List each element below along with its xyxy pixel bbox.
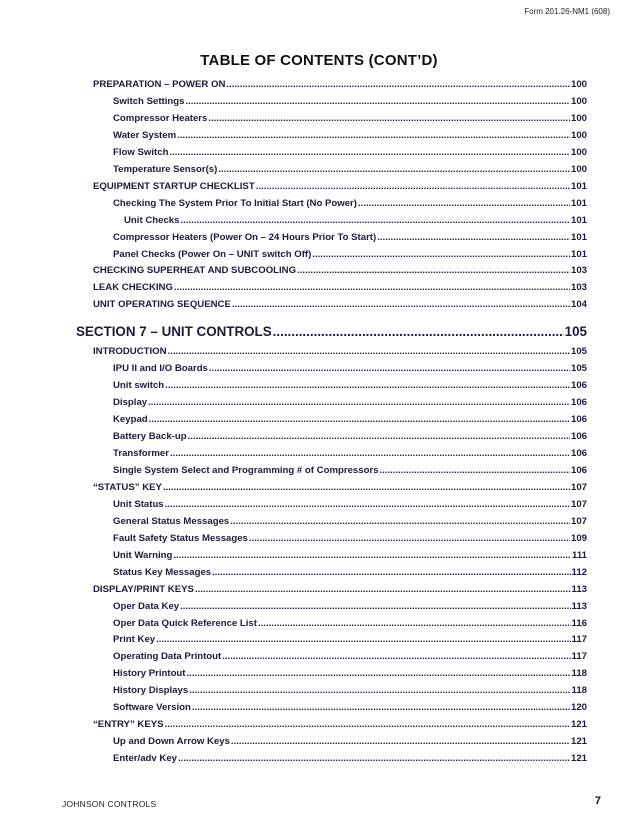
dot-leader [377, 232, 570, 244]
dot-leader [185, 96, 570, 108]
toc-entry-title: Water System [113, 129, 177, 141]
toc-entry[interactable] [113, 753, 587, 765]
toc-entry-title: INTRODUCTION [93, 346, 167, 358]
toc-entry-page: 112 [571, 566, 587, 578]
toc-entry-title: Single System Select and Programming # of Compressors [113, 464, 379, 476]
toc-entry[interactable] [113, 634, 587, 646]
dot-leader [165, 380, 570, 392]
toc-entry-title: Oper Data Quick Reference List [113, 617, 257, 629]
toc-entry-page: 104 [570, 299, 587, 311]
dot-leader [180, 215, 570, 227]
toc-entry[interactable] [113, 702, 587, 714]
toc-entry-title: Oper Data Key [113, 600, 180, 612]
toc-entry-title: Transformer [113, 448, 169, 459]
toc-entry[interactable] [113, 363, 587, 375]
toc-entry[interactable] [113, 96, 587, 108]
toc-entry-title: Switch Settings [113, 95, 185, 107]
toc-entry[interactable] [113, 397, 587, 409]
toc-entry-title: Up and Down Arrow Keys [113, 736, 230, 748]
toc-entry[interactable] [113, 668, 587, 680]
dot-leader [226, 79, 570, 91]
toc-entry-page: 105 [570, 346, 587, 358]
dot-leader [218, 164, 570, 176]
toc-entry-title: Panel Checks (Power On – UNIT switch Off) [113, 248, 312, 260]
toc-entry-page: 106 [570, 464, 587, 476]
toc-entry-page: 113 [571, 583, 587, 595]
toc-entry-title: General Status Messages [113, 515, 230, 527]
toc-entry-page: 100 [570, 163, 587, 175]
toc-entry-title: “ENTRY” KEYS [93, 719, 164, 731]
dot-leader [297, 265, 570, 277]
toc-entry-title: DISPLAY/PRINT KEYS [93, 583, 194, 595]
toc-entry-page: 101 [570, 231, 587, 243]
toc-entry-title: Battery Back-up [113, 431, 187, 443]
toc-entry[interactable] [113, 431, 587, 443]
toc-entry-page: 121 [570, 753, 587, 765]
toc-entry-page: 113 [571, 600, 587, 612]
toc-entry-page: 100 [570, 95, 587, 107]
toc-entry-page: 117 [571, 651, 587, 663]
form-number: Form 201.26-NM1 (608) [524, 7, 610, 16]
dot-leader [232, 299, 570, 311]
toc-entry[interactable] [93, 346, 587, 358]
toc-entry-page: 101 [570, 180, 587, 192]
toc-entry-page: 107 [570, 498, 587, 510]
toc-entry-page: 106 [570, 380, 587, 392]
toc-entry-page: 111 [572, 549, 587, 561]
toc-entry-title: Unit Warning [113, 549, 173, 561]
toc-entry-title: IPU II and I/O Boards [113, 363, 208, 375]
toc-entry[interactable] [113, 736, 587, 748]
toc-entry[interactable] [93, 181, 587, 193]
toc-section-heading[interactable] [76, 324, 587, 340]
toc-entry-page: 101 [570, 197, 587, 209]
toc-entry-title: “STATUS” KEY [93, 481, 162, 493]
toc-entry-page: 103 [570, 265, 587, 277]
dot-leader [209, 363, 570, 375]
footer-page-number: 7 [594, 795, 601, 807]
toc-entry[interactable] [113, 232, 587, 244]
toc-entry-page: 121 [570, 736, 587, 748]
toc-entry[interactable] [113, 113, 587, 125]
toc-entry-title: Checking The System Prior To Initial Start (No Power) [113, 197, 357, 209]
dot-leader [249, 533, 570, 545]
toc-entry-title: Compressor Heaters [113, 112, 208, 124]
toc-entry-page: 106 [570, 448, 587, 459]
toc-entry-page: 106 [570, 397, 587, 409]
dot-leader [222, 651, 570, 663]
page-title: TABLE OF CONTENTS (CONT’D) [200, 52, 438, 69]
dot-leader [212, 567, 570, 579]
dot-leader [189, 685, 570, 697]
toc-entry[interactable] [113, 601, 587, 613]
dot-leader [312, 249, 570, 261]
toc-entry-page: 107 [570, 515, 587, 527]
toc-entry-page: 100 [570, 112, 587, 124]
toc-entry-title: Fault Safety Status Messages [113, 532, 248, 544]
dot-leader [188, 431, 570, 443]
toc-entry[interactable] [93, 265, 587, 277]
toc-entry-page: 107 [570, 481, 587, 493]
dot-leader [195, 584, 571, 596]
dot-leader [178, 753, 570, 765]
toc-entry[interactable] [113, 249, 587, 261]
dot-leader [256, 181, 570, 193]
dot-leader [173, 550, 571, 562]
toc-entry[interactable] [113, 198, 587, 210]
dot-leader [358, 198, 570, 210]
toc-entry[interactable] [93, 299, 587, 311]
toc-entry[interactable] [113, 448, 587, 460]
toc-entry-title: PREPARATION – POWER ON [93, 79, 226, 90]
toc-entry-title: History Displays [113, 685, 189, 697]
dot-leader [187, 668, 571, 680]
toc-entry[interactable] [113, 499, 587, 511]
toc-entry[interactable] [113, 533, 587, 545]
dot-leader [169, 147, 570, 159]
toc-entry[interactable] [124, 215, 587, 227]
footer-company: JOHNSON CONTROLS [62, 799, 157, 809]
toc-entry-title: Print Key [113, 634, 156, 646]
dot-leader [180, 601, 570, 613]
toc-entry[interactable] [113, 130, 587, 142]
dot-leader [156, 634, 570, 646]
toc-entry-page: 105 [570, 363, 587, 375]
toc-entry-page: 100 [570, 129, 587, 141]
toc-entry[interactable] [113, 685, 587, 697]
dot-leader [192, 702, 570, 714]
toc-entry[interactable] [93, 79, 587, 91]
toc-entry-title: Temperature Sensor(s) [113, 163, 218, 175]
toc-entry-page: 120 [570, 702, 587, 714]
dot-leader [163, 482, 570, 494]
toc-entry-page: 118 [571, 685, 587, 697]
toc-entry-title: Compressor Heaters (Power On – 24 Hours Prior To Start) [113, 231, 377, 243]
dot-leader [148, 397, 570, 409]
toc-entry-page: 105 [564, 324, 587, 340]
toc-entry-title: UNIT OPERATING SEQUENCE [93, 299, 231, 311]
toc-entry-title: Status Key Messages [113, 566, 212, 578]
dot-leader [230, 516, 570, 528]
toc-entry[interactable] [113, 414, 587, 426]
toc-entry[interactable] [113, 550, 587, 562]
toc-entry-title: Unit Checks [124, 214, 180, 226]
toc-entry-page: 116 [571, 617, 587, 629]
toc-entry-title: LEAK CHECKING [93, 282, 173, 294]
toc-entry-page: 106 [570, 414, 587, 426]
toc-entry[interactable] [93, 282, 587, 294]
toc-entry-page: 101 [570, 248, 587, 260]
toc-entry-page: 109 [570, 532, 587, 544]
dot-leader [165, 719, 570, 731]
toc-entry-page: 101 [570, 214, 587, 226]
toc-entry-title: Unit Status [113, 498, 164, 510]
toc-entry[interactable] [113, 465, 587, 477]
dot-leader [273, 324, 564, 340]
dot-leader [231, 736, 570, 748]
toc-entry-title: Enter/adv Key [113, 753, 177, 765]
toc-entry-title: Operating Data Printout [113, 651, 222, 663]
dot-leader [165, 499, 570, 511]
dot-leader [258, 618, 571, 630]
toc-entry-title: Unit switch [113, 380, 165, 392]
toc-entry[interactable] [113, 567, 587, 579]
toc-entry-title: EQUIPMENT STARTUP CHECKLIST [93, 180, 255, 192]
dot-leader [170, 448, 570, 460]
toc-entry-page: 106 [570, 431, 587, 443]
toc-entry-page: 100 [570, 79, 587, 90]
toc-entry[interactable] [113, 516, 587, 528]
toc-entry[interactable] [113, 651, 587, 663]
toc-entry-title: Software Version [113, 702, 191, 714]
toc-entry[interactable] [93, 584, 587, 596]
toc-entry-page: 117 [571, 634, 587, 646]
toc-entry-page: 103 [570, 282, 587, 294]
toc-entry-page: 121 [570, 719, 587, 731]
toc-entry-page: 100 [570, 146, 587, 158]
dot-leader [174, 282, 570, 294]
toc-entry-title: History Printout [113, 668, 186, 680]
toc-entry[interactable] [113, 380, 587, 392]
toc-entry[interactable] [113, 164, 587, 176]
toc-entry[interactable] [93, 482, 587, 494]
toc-entry-title: Flow Switch [113, 146, 169, 158]
toc-entry[interactable] [93, 719, 587, 731]
toc-entry-title: CHECKING SUPERHEAT AND SUBCOOLING [93, 265, 297, 277]
toc-entry-page: 118 [571, 668, 587, 680]
dot-leader [380, 465, 570, 477]
dot-leader [208, 113, 570, 125]
toc-entry-title: Keypad [113, 414, 148, 426]
dot-leader [168, 346, 570, 358]
toc-entry[interactable] [113, 147, 587, 159]
toc-entry-title: Display [113, 397, 148, 409]
dot-leader [177, 130, 570, 142]
toc-entry[interactable] [113, 618, 587, 630]
toc-entry-title: SECTION 7 – UNIT CONTROLS [76, 324, 272, 340]
dot-leader [149, 414, 570, 426]
